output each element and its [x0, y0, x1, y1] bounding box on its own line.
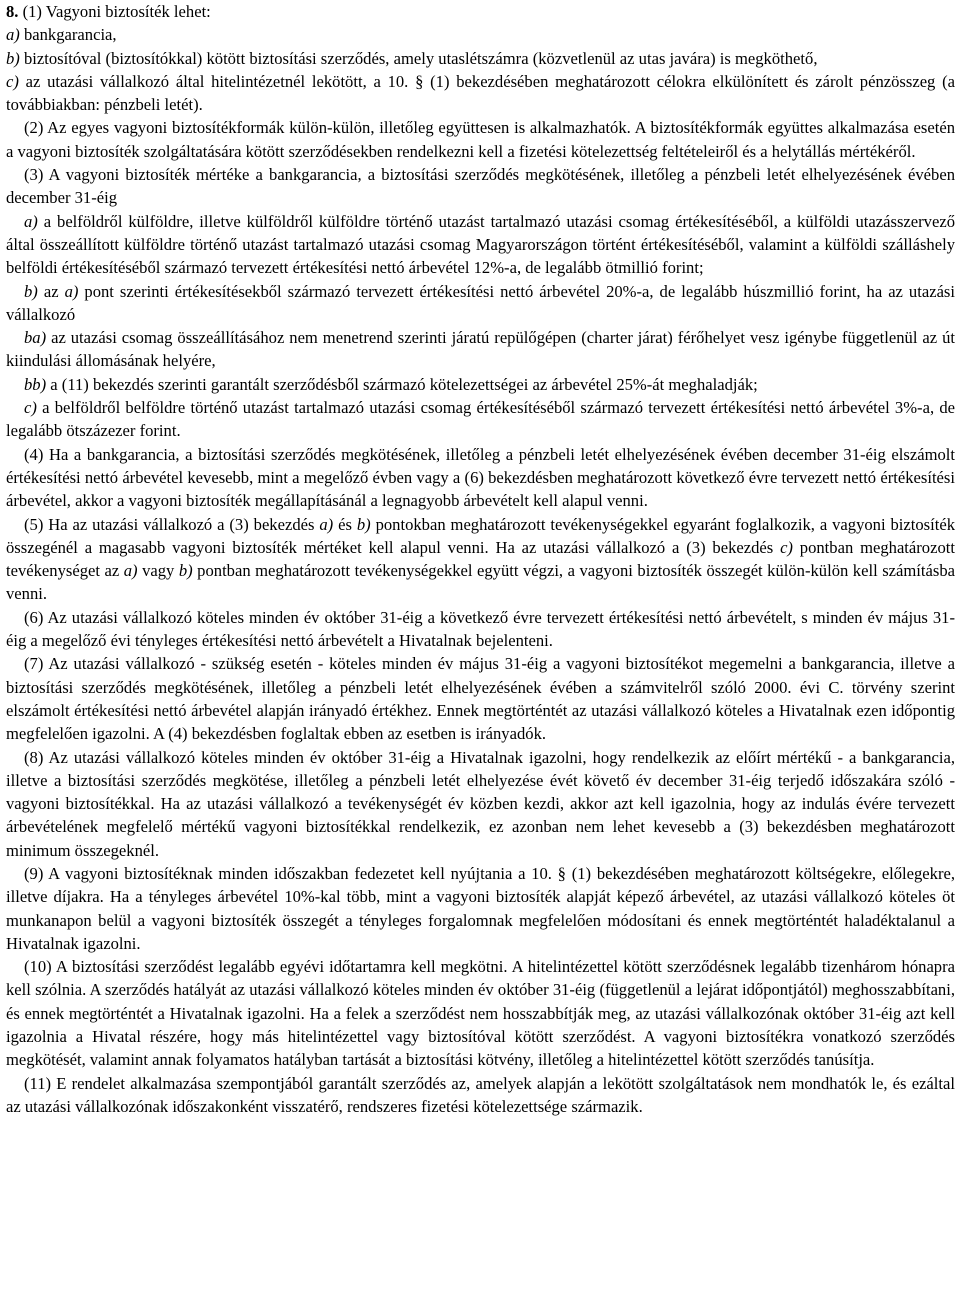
- item-text: a (11) bekezdés szerinti garantált szerződésből származó kötelezettségei az árbevétel 25%-át meghaladják;: [46, 374, 758, 394]
- item-text: az: [37, 281, 65, 301]
- p3-item-a: [6, 210, 955, 280]
- p3-item-b: [6, 280, 955, 327]
- p1-item-b: [6, 47, 955, 70]
- paragraph-2: (2) Az egyes vagyoni biztosítékformák külön-külön, illetőleg együttesen is alkalmazhatók. A biztosítékformák együttes alkalmazása esetén a vagyoni biztosíték szolgáltatására kötött szerződésekben rendelkezni kell a fizetési kötelezettség feltételeiről és a helytállás mértékéről.: [6, 118, 955, 161]
- item-text: az utazási vállalkozó által hitelintézetnél lekötött, a 10. § (1) bekezdésében meghatározott célokra elkülönített és zárolt pénzösszeg (a továbbiakban: pénzbeli letét).: [6, 71, 955, 115]
- item-ref: a): [64, 281, 79, 301]
- paragraph-11: (11) E rendelet alkalmazása szempontjából garantált szerződés az, amelyek alapján a lekötött szolgáltatások nem mondhatók le, és ezáltal az utazási vállalkozónak időszakonként visszatérő, rendszeres fizetési kötelezettsége származik.: [6, 1073, 955, 1116]
- item-text: biztosítóval (biztosítókkal) kötött biztosítási szerződés, amely utaslétszámra (közvetlenül az utas javára) is megköthető,: [19, 48, 818, 68]
- item-text: bankgarancia,: [19, 25, 117, 45]
- p1-item-a: [6, 23, 955, 46]
- item-ref: c): [780, 537, 793, 557]
- p1-item-c: [6, 70, 955, 117]
- item-text: a belföldről külföldre, illetve külföldről külföldre történő utazást tartalmazó utazási csomag értékesítéséből, a külföldi utazásszervező által összeállított külföldre történő utazást tartalmazó utazási csomag Magyarországon történt értékesítéséből, valamint a külföldi szálláshely belföldi értékesítéséből származó tervezett értékesítési nettó árbevétel 12%-a, de legalább ötmillió forint;: [6, 211, 955, 278]
- paragraph-8: (8) Az utazási vállalkozó köteles minden év október 31-éig a Hivatalnak igazolni, hogy rendelkezik az előírt mértékű - a bankgarancia, illetve a biztosítási szerződés megkötése, illetőleg a pénzbeli letét elhelyezése évét követő év december 31-éig terjedő időszakára szóló - vagyoni biztosítékkal. Ha az utazási vállalkozó a tevékenységét év közben kezdi, akkor azt kell igazolnia, hogy az indulás évére tervezett árbevételének megfelelő mértékű vagyoni biztosítékkal rendelkezik, ez azonban nem lehet kevesebb a (3) bekezdésben meghatározott minimum összegeknél.: [6, 747, 955, 860]
- p1-intro: (1) Vagyoni biztosíték lehet:: [22, 2, 211, 21]
- p3-item-ba: [6, 326, 955, 373]
- paragraph-1: [6, 0, 955, 23]
- paragraph-5: [6, 513, 955, 606]
- item-label: bb): [24, 374, 47, 394]
- item-label: c): [6, 71, 19, 91]
- item-label: a): [24, 211, 38, 231]
- p5-text: (5) Ha az utazási vállalkozó a (3) bekezdés: [24, 514, 320, 534]
- item-label: b): [6, 48, 20, 68]
- paragraph-9: (9) A vagyoni biztosítéknak minden időszakban fedezetet kell nyújtania a 10. § (1) bekezdésében meghatározott költségekre, előlegekre, illetve díjakra. Ha a tényleges árbevétel 10%-kal több, mint a vagyoni biztosíték alapját képező árbevétel, az utazási vállalkozó köteles öt munkanapon belül a vagyoni biztosíték összegét a tényleges forgalomnak megfelelően módosítani és ennek megtörténtét haladéktalanul a Hivatalnak igazolni.: [6, 863, 955, 953]
- p5-text: pontban meghatározott tevékenységet az: [6, 537, 955, 581]
- item-ref: a): [123, 561, 138, 581]
- p3-item-c: [6, 396, 955, 443]
- item-ref: a): [319, 514, 334, 534]
- item-label: b): [24, 281, 38, 301]
- p5-text: és: [333, 514, 357, 534]
- p5-text: vagy: [137, 561, 179, 581]
- item-ref: b): [356, 514, 371, 534]
- item-text: pont szerinti értékesítésekből származó tervezett értékesítési nettó árbevétel 20%-a, de legalább húszmillió forint, ha az utazási vállalkozó: [6, 281, 955, 324]
- item-text: az utazási csomag összeállításához nem menetrend szerinti járatú repülőgépen (charter járat) férőhelyet vesz igénybe függetlenül az út kiindulási állomásának helyére,: [6, 328, 955, 371]
- paragraph-7: (7) Az utazási vállalkozó - szükség esetén - köteles minden év május 31-éig a vagyoni biztosítékot megemelni a bankgarancia, illetve a biztosítási szerződés megkötésének, illetőleg a pénzbeli letét elhelyezésének évében a számvitelről szóló 2000. évi C. törvény szerint elszámolt értékesítési nettó árbevétel alapján irányadó értékhez. Ennek megtörténtét az utazási vállalkozó köteles a Hivatalnak ezen időpontig megfelelően igazolni. A (4) bekezdésben foglaltak ebben az esetben is irányadók.: [6, 654, 955, 744]
- item-text: a belföldről belföldre történő utazást tartalmazó utazási csomag értékesítéséből származó tervezett értékesítési nettó árbevétel 3%-a, de legalább ötszázezer forint.: [6, 398, 955, 441]
- item-ref: b): [178, 561, 193, 581]
- paragraph-6: (6) Az utazási vállalkozó köteles minden év október 31-éig a következő évre tervezett értékesítési nettó árbevételt, s minden év május 31-éig a megelőző évi tényleges értékesítési nettó árbevételt a Hivatalnak bejelenteni.: [6, 607, 955, 651]
- p3-item-bb: [6, 373, 955, 396]
- section-number: 8.: [6, 2, 19, 21]
- item-label: c): [24, 398, 37, 418]
- item-label: a): [6, 25, 20, 45]
- p5-text: pontokban meghatározott tevékenységekkel egyaránt foglalkozik, a vagyoni biztosíték összegénél a magasabb vagyoni biztosíték mértéket kell alapul venni. Ha az utazási vállalkozó a (3) bekezdés: [6, 514, 955, 557]
- paragraph-4: (4) Ha a bankgarancia, a biztosítási szerződés megkötésének, illetőleg a pénzbeli letét elhelyezésének évében december 31-éig elszámolt értékesítési nettó árbevétel kevesebb, mint a megelőző évben vagy a (6) bekezdésben meghatározott következő évre tervezett nettó értékesítési árbevétel, akkor a vagyoni biztosíték megállapításánál a legnagyobb árbevételt kell alapul venni.: [6, 444, 955, 511]
- paragraph-3: (3) A vagyoni biztosíték mértéke a bankgarancia, a biztosítási szerződés megkötésének, illetőleg a pénzbeli letét elhelyezésének évében december 31-éig: [6, 165, 955, 208]
- paragraph-10: (10) A biztosítási szerződést legalább egyévi időtartamra kell megkötni. A hitelintézettel kötött szerződésnek legalább tizenhárom hónapra kell szólnia. A szerződés hatályát az utazási vállalkozó köteles minden év október 31-éig (függetlenül a lejárat időpontjától) meghosszabbítani, és ennek megtörténtét a Hivatalnak igazolni. Ha a felek a szerződést nem hosszabbítják meg, az utazási vállalkozónak október 31-éig azt kell igazolnia a Hivatal részére, hogy más hitelintézettel vagy biztosítóval kötött szerződést. A vagyoni biztosítékra vonatkozó szerződés megkötését, valamint annak folyamatos hatályban tartását a biztosítási kötvény, illetőleg a hitelintézettel kötött szerződés tanúsítja.: [6, 957, 955, 1070]
- p5-text: pontban meghatározott tevékenységekkel együtt végzi, a vagyoni biztosíték összegét külön-külön kell számításba venni.: [6, 561, 955, 604]
- item-label: ba): [24, 328, 47, 348]
